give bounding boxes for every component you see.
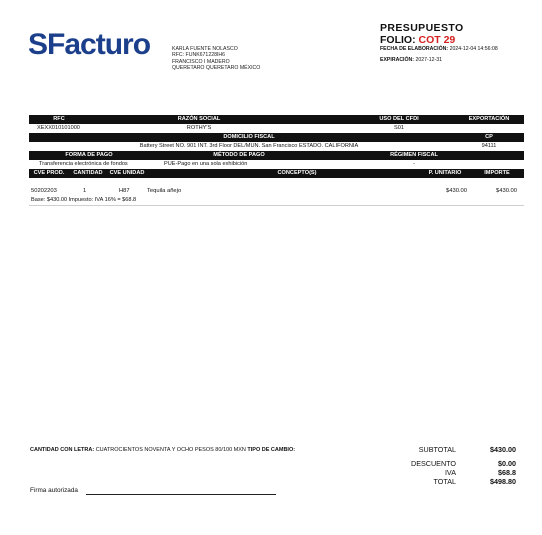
- header-domicilio-fiscal: DOMICILIO FISCAL: [223, 134, 275, 140]
- descuento-value: $0.00: [498, 459, 516, 468]
- logo-prefix: S: [28, 28, 48, 61]
- header-importe: IMPORTE: [484, 170, 510, 176]
- issued-label: FECHA DE ELABORACIÓN:: [380, 46, 449, 52]
- iva-value: $68.8: [498, 468, 516, 477]
- expiry-value: 2027-12-31: [415, 57, 443, 63]
- tax-base-note: Base: $430.00 Impuesto: IVA 16% = $68.8: [31, 197, 137, 203]
- address-values-row: [29, 142, 524, 150]
- folio-number: COT 29: [418, 34, 456, 46]
- header-cantidad: CANTIDAD: [73, 170, 103, 176]
- receiver-uso-cfdi: S01: [394, 125, 404, 131]
- issuer-name: KARLA FUENTE NOLASCO: [172, 46, 238, 52]
- header-p-unitario: P. UNITARIO: [428, 170, 462, 176]
- concept-cantidad: 1: [83, 188, 87, 194]
- issued-date: [380, 46, 498, 52]
- folio: [380, 34, 455, 46]
- concept-unit-price: $430.00: [446, 188, 467, 194]
- header-metodo-pago: MÉTODO DE PAGO: [213, 152, 265, 158]
- header-exportacion: EXPORTACIÓN: [468, 116, 510, 122]
- header-cve-prod: CVE PROD.: [33, 170, 65, 176]
- regimen-fiscal: -: [413, 161, 415, 167]
- letra-value: CUATROCIENTOS NOVENTA Y OCHO PESOS 80/100 MXN: [95, 447, 246, 453]
- expiry-date: [380, 57, 442, 63]
- issuer-block: [172, 46, 260, 72]
- concept-importe: $430.00: [496, 188, 517, 194]
- payment-header-bar: [29, 151, 524, 160]
- tipo-cambio-label: TIPO DE CAMBIO:: [247, 447, 296, 453]
- firma-label: Firma autorizada: [30, 487, 78, 494]
- logo-text: Facturo: [47, 28, 151, 61]
- receiver-razon-social: ROTHY'S: [186, 125, 212, 131]
- issuer-address-line2: QUERETARO QUERETARO MÉXICO: [172, 65, 261, 72]
- concepts-header-bar: [29, 169, 524, 178]
- concept-cve-unidad: H87: [119, 188, 130, 194]
- header-rfc: RFC: [53, 116, 65, 122]
- header-razon-social: RAZÓN SOCIAL: [177, 116, 221, 122]
- total-value: $498.80: [490, 477, 516, 486]
- header-uso-cfdi: USO DEL CFDI: [379, 116, 419, 122]
- document-type: PRESUPUESTO: [380, 22, 464, 34]
- amount-in-words: [30, 447, 295, 453]
- concepts-divider: [29, 205, 524, 206]
- payment-values-row: [29, 160, 524, 168]
- concept-cve-prod: 50202203: [31, 188, 57, 194]
- subtotal-label: SUBTOTAL: [418, 445, 456, 454]
- header-conceptos: CONCEPTO(S): [277, 170, 317, 176]
- header-forma-pago: FORMA DE PAGO: [65, 152, 113, 158]
- receiver-exportacion: [454, 124, 524, 132]
- descuento-label: DESCUENTO: [411, 459, 456, 468]
- header-cve-unidad: CVE UNIDAD: [109, 170, 145, 176]
- concept-row: [29, 186, 524, 196]
- signature-line: [86, 494, 276, 495]
- metodo-pago: PUE-Pago en una sola exhibición: [164, 161, 248, 167]
- folio-label: FOLIO:: [380, 34, 416, 46]
- iva-label: IVA: [444, 468, 456, 477]
- total-label: TOTAL: [433, 477, 456, 486]
- receiver-values-row: [29, 124, 524, 132]
- postal-code: 94111: [481, 143, 497, 149]
- issuer-address-line1: FRANCISCO I MADERO: [172, 58, 230, 65]
- header-regimen-fiscal: RÉGIMEN FISCAL: [390, 152, 438, 158]
- facturo-logo: [28, 30, 150, 60]
- domicilio-fiscal: Battery Street NO. 901 INT. 3rd Floor DEL/MUN. San Francisco ESTADO. CALIFORNIA: [139, 143, 359, 149]
- issued-value: 2024-12-04 14:56:08: [449, 46, 498, 52]
- header-cp: CP: [485, 134, 493, 140]
- receiver-rfc: XEXX010101000: [37, 125, 80, 131]
- concept-description: Tequila añejo: [147, 188, 182, 194]
- address-header-bar: [29, 133, 524, 142]
- expiry-label: EXPIRACIÓN:: [380, 57, 415, 63]
- letra-label: CANTIDAD CON LETRA:: [30, 447, 95, 453]
- issuer-rfc: RFC: FUNK671228IH6: [172, 52, 226, 59]
- forma-pago: Transferencia electrónica de fondos: [39, 161, 128, 167]
- subtotal-value: $430.00: [490, 445, 516, 454]
- receiver-header-bar: [29, 115, 524, 124]
